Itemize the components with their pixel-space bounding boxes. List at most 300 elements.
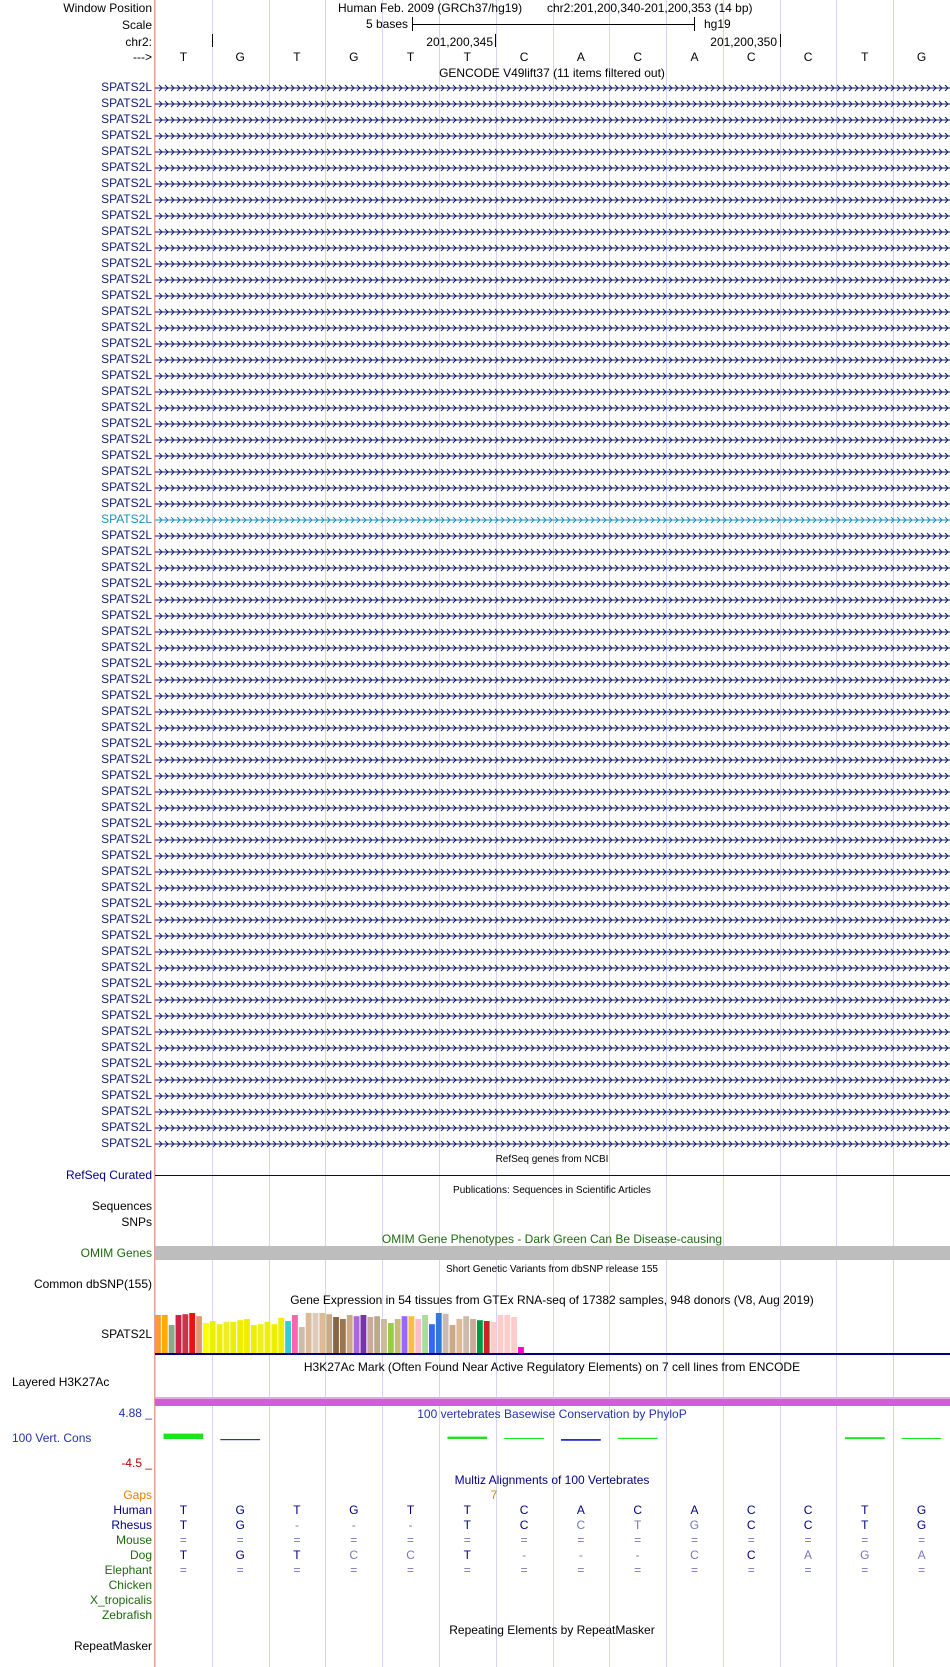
- gencode-gene-label[interactable]: SPATS2L: [101, 320, 152, 334]
- omim-track-title: OMIM Gene Phenotypes - Dark Green Can Be Disease-causing: [381, 1232, 723, 1246]
- ruler-tick-label-2: 201,200,350: [710, 35, 777, 49]
- gencode-transcript[interactable]: [155, 325, 950, 331]
- gtex-tissue-bar[interactable]: [196, 1316, 202, 1353]
- gencode-transcript[interactable]: [155, 85, 950, 91]
- gencode-transcript[interactable]: [155, 437, 950, 443]
- phylop-score-mark[interactable]: [504, 1438, 544, 1439]
- gencode-transcript[interactable]: [155, 309, 950, 315]
- gencode-transcript[interactable]: [155, 245, 950, 251]
- multiz-base: =: [747, 1563, 755, 1577]
- multiz-base: =: [747, 1533, 755, 1547]
- multiz-base: =: [236, 1533, 244, 1547]
- gtex-tissue-bar[interactable]: [251, 1325, 257, 1353]
- h3k27ac-signal-band[interactable]: [155, 1397, 950, 1406]
- gtex-tissue-bar[interactable]: [340, 1319, 346, 1353]
- multiz-base: T: [179, 1518, 188, 1532]
- gencode-transcript[interactable]: [155, 661, 950, 667]
- gencode-transcript[interactable]: [155, 149, 950, 155]
- gtex-tissue-bar[interactable]: [176, 1315, 182, 1353]
- gtex-tissue-bar[interactable]: [504, 1315, 510, 1353]
- gencode-gene-label[interactable]: SPATS2L: [101, 544, 152, 558]
- multiz-base: C: [746, 1518, 756, 1532]
- gtex-tissue-bar[interactable]: [326, 1314, 332, 1353]
- gencode-gene-label[interactable]: SPATS2L: [101, 944, 152, 958]
- assembly-name: Human Feb. 2009 (GRCh37/hg19): [338, 1, 523, 15]
- multiz-base: C: [519, 1503, 529, 1517]
- gtex-tissue-bar[interactable]: [230, 1322, 236, 1353]
- gencode-transcript[interactable]: [155, 533, 950, 539]
- gencode-track[interactable]: [155, 80, 950, 1152]
- gencode-gene-label[interactable]: SPATS2L: [101, 848, 152, 862]
- multiz-base: =: [236, 1563, 244, 1577]
- gencode-transcript[interactable]: [155, 597, 950, 603]
- gencode-gene-label[interactable]: SPATS2L: [101, 672, 152, 686]
- scale-bar: [412, 24, 695, 25]
- gencode-gene-label[interactable]: SPATS2L: [101, 224, 152, 238]
- dbsnp-track-title: Short Genetic Variants from dbSNP release 155: [446, 1264, 658, 1275]
- multiz-base: G: [860, 1548, 870, 1562]
- base-letter: A: [690, 50, 699, 64]
- gtex-tissue-bar[interactable]: [518, 1347, 524, 1353]
- gencode-transcript[interactable]: [155, 789, 950, 795]
- multiz-base: A: [917, 1548, 926, 1562]
- multiz-base: G: [235, 1548, 245, 1562]
- multiz-base: T: [293, 1503, 301, 1517]
- gtex-tissue-bar[interactable]: [402, 1316, 408, 1353]
- window-position-label: Window Position: [63, 1, 152, 15]
- gencode-gene-label[interactable]: SPATS2L: [101, 800, 152, 814]
- gencode-transcript[interactable]: [155, 613, 950, 619]
- gencode-transcript[interactable]: [155, 293, 950, 299]
- gencode-gene-label[interactable]: SPATS2L: [101, 304, 152, 318]
- ruler-tick-1: [495, 34, 496, 47]
- multiz-base: -: [351, 1518, 356, 1532]
- gencode-transcript[interactable]: [155, 1141, 950, 1147]
- ruler-tick-label-1: 201,200,345: [426, 35, 493, 49]
- gencode-gene-label[interactable]: SPATS2L: [101, 432, 152, 446]
- multiz-base: =: [634, 1563, 642, 1577]
- gtex-tissue-bar[interactable]: [429, 1324, 435, 1353]
- gencode-gene-label[interactable]: SPATS2L: [101, 192, 152, 206]
- phylop-score-mark[interactable]: [220, 1439, 260, 1440]
- phylop-score-mark[interactable]: [845, 1437, 885, 1439]
- omim-gene-bar[interactable]: [155, 1246, 950, 1260]
- multiz-base: -: [635, 1548, 640, 1562]
- gtex-track-label[interactable]: SPATS2L: [101, 1327, 152, 1341]
- gencode-gene-label[interactable]: SPATS2L: [101, 400, 152, 414]
- gencode-gene-label[interactable]: SPATS2L: [101, 112, 152, 126]
- gencode-gene-label[interactable]: SPATS2L: [101, 448, 152, 462]
- multiz-base: T: [406, 1503, 415, 1517]
- gtex-tissue-bar[interactable]: [292, 1315, 298, 1353]
- gtex-tissue-bar[interactable]: [224, 1322, 230, 1353]
- gencode-transcript[interactable]: [155, 1109, 950, 1115]
- gencode-gene-label[interactable]: SPATS2L: [101, 384, 152, 398]
- h3k27ac-track-label[interactable]: Layered H3K27Ac: [12, 1375, 110, 1389]
- multiz-species-label[interactable]: Chicken: [108, 1578, 152, 1592]
- gtex-tissue-bar[interactable]: [313, 1313, 319, 1353]
- gencode-transcript[interactable]: [155, 757, 950, 763]
- gencode-transcript[interactable]: [155, 725, 950, 731]
- scale-bar-right-tick: [694, 17, 695, 31]
- gencode-transcript[interactable]: [155, 837, 950, 843]
- gencode-transcript[interactable]: [155, 869, 950, 875]
- phylop-score-mark[interactable]: [164, 1434, 204, 1439]
- gencode-gene-label[interactable]: SPATS2L: [101, 272, 152, 286]
- gencode-gene-label[interactable]: SPATS2L: [101, 768, 152, 782]
- gtex-tissue-bar[interactable]: [306, 1313, 312, 1353]
- gencode-gene-label[interactable]: SPATS2L: [101, 1104, 152, 1118]
- gencode-gene-label[interactable]: SPATS2L: [101, 208, 152, 222]
- multiz-base: -: [578, 1548, 583, 1562]
- gtex-tissue-bar[interactable]: [182, 1314, 188, 1353]
- gtex-tissue-bar[interactable]: [395, 1319, 401, 1353]
- gtex-tissue-bar[interactable]: [456, 1319, 462, 1353]
- gtex-tissue-bar[interactable]: [299, 1327, 305, 1353]
- gencode-gene-label[interactable]: SPATS2L: [101, 832, 152, 846]
- refseq-gene-line[interactable]: [155, 1175, 950, 1176]
- gencode-transcript[interactable]: [155, 213, 950, 219]
- phylop-score-mark[interactable]: [561, 1439, 601, 1441]
- gencode-transcript[interactable]: [155, 805, 950, 811]
- gencode-transcript[interactable]: [155, 373, 950, 379]
- gencode-gene-label[interactable]: SPATS2L: [101, 1024, 152, 1038]
- gencode-transcript[interactable]: [155, 389, 950, 395]
- gencode-track-title: GENCODE V49lift37 (11 items filtered out): [439, 66, 665, 80]
- gencode-gene-label[interactable]: SPATS2L: [101, 880, 152, 894]
- gencode-gene-label[interactable]: SPATS2L: [101, 368, 152, 382]
- multiz-base: -: [522, 1548, 527, 1562]
- multiz-base: =: [577, 1563, 585, 1577]
- gencode-gene-label[interactable]: SPATS2L: [101, 592, 152, 606]
- multiz-base: T: [179, 1548, 188, 1562]
- gencode-gene-label[interactable]: SPATS2L: [101, 640, 152, 654]
- base-letter: G: [916, 50, 927, 64]
- gencode-transcript[interactable]: [155, 549, 950, 555]
- base-letter: G: [349, 50, 359, 64]
- gtex-tissue-bar[interactable]: [347, 1315, 353, 1353]
- multiz-base: G: [349, 1503, 359, 1517]
- gencode-transcript[interactable]: [155, 965, 950, 971]
- gtex-track-title: Gene Expression in 54 tissues from GTEx RNA-seq of 17382 samples, 948 donors (V8, Aug 2019): [290, 1293, 814, 1307]
- multiz-base: T: [861, 1518, 869, 1532]
- multiz-base: =: [690, 1533, 698, 1547]
- gencode-gene-label[interactable]: SPATS2L: [101, 128, 152, 142]
- gencode-transcript[interactable]: [155, 773, 950, 779]
- gencode-transcript[interactable]: [155, 565, 950, 571]
- gencode-gene-label[interactable]: SPATS2L: [101, 992, 152, 1006]
- phylop-max-label: 4.88 _: [118, 1406, 152, 1420]
- gencode-transcript[interactable]: [155, 101, 950, 107]
- phylop-score-mark[interactable]: [902, 1438, 942, 1439]
- gencode-gene-label[interactable]: SPATS2L: [101, 576, 152, 590]
- base-letter: A: [576, 50, 585, 64]
- gtex-tissue-bar[interactable]: [388, 1323, 394, 1353]
- gencode-gene-label[interactable]: SPATS2L: [101, 736, 152, 750]
- gtex-tissue-bar[interactable]: [189, 1313, 195, 1353]
- multiz-base: =: [690, 1563, 698, 1577]
- gencode-transcript[interactable]: [155, 485, 950, 491]
- gtex-tissue-bar[interactable]: [319, 1313, 325, 1353]
- gtex-tissue-bar[interactable]: [278, 1318, 284, 1353]
- multiz-track-title: Multiz Alignments of 100 Vertebrates: [454, 1473, 650, 1487]
- gencode-transcript[interactable]: [155, 1061, 950, 1067]
- gencode-gene-label[interactable]: SPATS2L: [101, 960, 152, 974]
- publications-track-title: Publications: Sequences in Scientific Articles: [453, 1185, 651, 1196]
- gtex-tissue-bar[interactable]: [169, 1325, 175, 1353]
- gencode-gene-label[interactable]: SPATS2L: [101, 624, 152, 638]
- multiz-base: A: [576, 1503, 585, 1517]
- gtex-tissue-bar[interactable]: [285, 1321, 291, 1353]
- gencode-gene-label[interactable]: SPATS2L: [101, 1136, 152, 1150]
- gencode-transcript[interactable]: [155, 997, 950, 1003]
- gencode-gene-label[interactable]: SPATS2L: [101, 256, 152, 270]
- gencode-transcript[interactable]: [155, 469, 950, 475]
- scale-label: Scale: [121, 18, 152, 32]
- gtex-tissue-bar[interactable]: [511, 1317, 517, 1353]
- gencode-transcript[interactable]: [155, 261, 950, 267]
- gtex-tissue-bar[interactable]: [443, 1314, 449, 1353]
- multiz-base: =: [804, 1533, 812, 1547]
- gencode-transcript[interactable]: [155, 677, 950, 683]
- multiz-base: C: [690, 1548, 699, 1562]
- gtex-tissue-bar[interactable]: [203, 1323, 209, 1353]
- multiz-species-label[interactable]: Elephant: [104, 1563, 152, 1577]
- gencode-gene-label[interactable]: SPATS2L: [101, 288, 152, 302]
- multiz-base: =: [293, 1563, 301, 1577]
- gencode-transcript[interactable]: [155, 1013, 950, 1019]
- multiz-base: G: [235, 1518, 245, 1532]
- gencode-gene-label[interactable]: SPATS2L: [101, 784, 152, 798]
- base-letter: T: [406, 50, 415, 64]
- gtex-tissue-bar[interactable]: [237, 1320, 243, 1353]
- gencode-gene-label[interactable]: SPATS2L: [101, 352, 152, 366]
- gencode-transcript[interactable]: [155, 229, 950, 235]
- ruler-tick-left: [212, 34, 213, 47]
- gencode-gene-label[interactable]: SPATS2L: [101, 80, 152, 94]
- gencode-gene-label[interactable]: SPATS2L: [101, 704, 152, 718]
- gencode-gene-label[interactable]: SPATS2L: [101, 96, 152, 110]
- gencode-gene-label[interactable]: SPATS2L: [101, 1056, 152, 1070]
- gtex-tissue-bar[interactable]: [422, 1315, 428, 1353]
- gencode-transcript[interactable]: [155, 341, 950, 347]
- gencode-gene-label[interactable]: SPATS2L: [101, 176, 152, 190]
- gtex-tissue-bar[interactable]: [271, 1324, 277, 1353]
- strand-label: --->: [133, 50, 152, 64]
- gencode-gene-label[interactable]: SPATS2L: [101, 928, 152, 942]
- gtex-tissue-bar[interactable]: [415, 1319, 421, 1353]
- gencode-gene-label[interactable]: SPATS2L: [101, 560, 152, 574]
- phylop-conservation-plot[interactable]: [155, 1421, 950, 1471]
- gencode-transcript[interactable]: [155, 645, 950, 651]
- gencode-gene-label[interactable]: SPATS2L: [101, 464, 152, 478]
- gencode-transcript[interactable]: [155, 1045, 950, 1051]
- multiz-species-label[interactable]: Zebrafish: [101, 1608, 152, 1622]
- gencode-gene-label[interactable]: SPATS2L: [101, 720, 152, 734]
- multiz-base: =: [407, 1533, 415, 1547]
- gencode-gene-label[interactable]: SPATS2L: [101, 976, 152, 990]
- gencode-gene-label[interactable]: SPATS2L: [101, 1072, 152, 1086]
- gencode-transcript[interactable]: [155, 117, 950, 123]
- multiz-species-label[interactable]: Human: [113, 1503, 152, 1517]
- gencode-transcript[interactable]: [155, 885, 950, 891]
- multiz-base: G: [916, 1503, 927, 1517]
- gencode-gene-label[interactable]: SPATS2L: [101, 480, 152, 494]
- gtex-tissue-bar[interactable]: [408, 1316, 414, 1353]
- gencode-transcript[interactable]: [155, 181, 950, 187]
- gencode-transcript[interactable]: [155, 405, 950, 411]
- gencode-gene-label[interactable]: SPATS2L: [101, 816, 152, 830]
- dbsnp-track-label[interactable]: Common dbSNP(155): [33, 1277, 152, 1291]
- gtex-tissue-bar[interactable]: [333, 1317, 339, 1353]
- multiz-base: T: [179, 1503, 188, 1517]
- gencode-transcript[interactable]: [155, 517, 950, 523]
- multiz-base: A: [690, 1503, 699, 1517]
- publications-label-sequences[interactable]: Sequences: [91, 1199, 152, 1213]
- gtex-tissue-bar[interactable]: [265, 1322, 271, 1353]
- gencode-gene-label[interactable]: SPATS2L: [101, 1120, 152, 1134]
- gencode-gene-label[interactable]: SPATS2L: [101, 144, 152, 158]
- gencode-transcript[interactable]: [155, 165, 950, 171]
- gencode-transcript[interactable]: [155, 693, 950, 699]
- gencode-transcript[interactable]: [155, 1029, 950, 1035]
- gencode-transcript[interactable]: [155, 709, 950, 715]
- gtex-tissue-bar[interactable]: [258, 1324, 264, 1353]
- omim-track-label[interactable]: OMIM Genes: [80, 1246, 152, 1260]
- gtex-tissue-bar[interactable]: [436, 1313, 442, 1353]
- gencode-transcript[interactable]: [155, 453, 950, 459]
- multiz-base: G: [235, 1503, 245, 1517]
- multiz-base: =: [520, 1563, 528, 1577]
- gencode-transcript[interactable]: [155, 1125, 950, 1131]
- publications-label-snps[interactable]: SNPs: [121, 1215, 152, 1229]
- gtex-tissue-bar[interactable]: [361, 1315, 367, 1353]
- multiz-base: =: [463, 1563, 471, 1577]
- phylop-score-mark[interactable]: [618, 1438, 658, 1439]
- gtex-tissue-bar[interactable]: [217, 1324, 223, 1353]
- multiz-base: T: [634, 1518, 642, 1532]
- chrom-label: chr2:: [125, 35, 152, 49]
- gencode-transcript[interactable]: [155, 421, 950, 427]
- gencode-gene-label[interactable]: SPATS2L: [101, 512, 152, 526]
- gtex-tissue-bar[interactable]: [162, 1315, 168, 1353]
- gencode-transcript[interactable]: [155, 901, 950, 907]
- gencode-transcript[interactable]: [155, 949, 950, 955]
- gencode-transcript[interactable]: [155, 741, 950, 747]
- gencode-transcript[interactable]: [155, 501, 950, 507]
- gencode-transcript[interactable]: [155, 933, 950, 939]
- gencode-gene-label[interactable]: SPATS2L: [101, 496, 152, 510]
- multiz-species-label[interactable]: Dog: [129, 1548, 152, 1562]
- base-letter: C: [519, 50, 529, 64]
- gencode-gene-label[interactable]: SPATS2L: [101, 528, 152, 542]
- multiz-base: C: [803, 1503, 813, 1517]
- multiz-base: =: [861, 1533, 869, 1547]
- multiz-species-label[interactable]: Rhesus: [111, 1518, 152, 1532]
- gtex-tissue-bar[interactable]: [498, 1315, 504, 1353]
- base-letter: T: [463, 50, 471, 64]
- multiz-base: =: [463, 1533, 471, 1547]
- gtex-tissue-bar[interactable]: [367, 1317, 373, 1353]
- gtex-tissue-bar[interactable]: [354, 1316, 360, 1353]
- repeatmasker-track-label[interactable]: RepeatMasker: [73, 1639, 152, 1653]
- gtex-tissue-bar[interactable]: [374, 1316, 380, 1353]
- gencode-transcript[interactable]: [155, 981, 950, 987]
- gencode-transcript[interactable]: [155, 629, 950, 635]
- multiz-base: T: [463, 1548, 471, 1562]
- multiz-gaps-label: Gaps: [123, 1488, 152, 1502]
- multiz-base: T: [463, 1503, 471, 1517]
- gencode-transcript[interactable]: [155, 581, 950, 587]
- gencode-gene-label[interactable]: SPATS2L: [101, 912, 152, 926]
- gtex-tissue-bar[interactable]: [491, 1322, 497, 1353]
- multiz-base: T: [463, 1518, 471, 1532]
- multiz-base: G: [689, 1518, 700, 1532]
- gencode-gene-label[interactable]: SPATS2L: [101, 608, 152, 622]
- gencode-gene-label[interactable]: SPATS2L: [101, 896, 152, 910]
- gencode-gene-label[interactable]: SPATS2L: [101, 336, 152, 350]
- gtex-tissue-bar[interactable]: [155, 1315, 161, 1353]
- gencode-transcript[interactable]: [155, 133, 950, 139]
- multiz-base: =: [577, 1533, 585, 1547]
- gtex-tissue-bar[interactable]: [244, 1319, 250, 1353]
- multiz-base: =: [350, 1533, 358, 1547]
- phylop-track-title: 100 vertebrates Basewise Conservation by PhyloP: [417, 1407, 687, 1421]
- multiz-species-label[interactable]: Mouse: [115, 1533, 152, 1547]
- gencode-gene-label[interactable]: SPATS2L: [101, 1040, 152, 1054]
- multiz-base: -: [294, 1518, 299, 1532]
- gtex-tissue-bar[interactable]: [381, 1319, 387, 1353]
- multiz-base: C: [803, 1518, 813, 1532]
- phylop-score-mark[interactable]: [447, 1437, 487, 1439]
- multiz-base: =: [918, 1533, 926, 1547]
- multiz-base: -: [408, 1518, 413, 1532]
- gencode-transcript[interactable]: [155, 853, 950, 859]
- base-letter: C: [746, 50, 756, 64]
- gtex-tissue-bar[interactable]: [450, 1325, 456, 1353]
- gencode-transcript[interactable]: [155, 1077, 950, 1083]
- gencode-transcript[interactable]: [155, 917, 950, 923]
- multiz-base: C: [746, 1548, 756, 1562]
- gencode-gene-label[interactable]: SPATS2L: [101, 1008, 152, 1022]
- gtex-tissue-bar[interactable]: [484, 1321, 490, 1353]
- gencode-gene-label[interactable]: SPATS2L: [101, 416, 152, 430]
- gencode-transcript[interactable]: [155, 821, 950, 827]
- gencode-transcript[interactable]: [155, 357, 950, 363]
- gencode-gene-label[interactable]: SPATS2L: [101, 864, 152, 878]
- gencode-gene-label[interactable]: SPATS2L: [101, 752, 152, 766]
- gtex-expression-chart[interactable]: [155, 1308, 950, 1355]
- gencode-gene-label[interactable]: SPATS2L: [101, 1088, 152, 1102]
- multiz-base: C: [519, 1518, 529, 1532]
- gencode-gene-label[interactable]: SPATS2L: [101, 688, 152, 702]
- gtex-tissue-bar[interactable]: [477, 1320, 483, 1353]
- gtex-tissue-bar[interactable]: [210, 1321, 216, 1353]
- gtex-tissue-bar[interactable]: [470, 1319, 476, 1353]
- phylop-track-label[interactable]: 100 Vert. Cons: [12, 1431, 92, 1445]
- gencode-gene-label[interactable]: SPATS2L: [101, 656, 152, 670]
- gencode-gene-label[interactable]: SPATS2L: [101, 160, 152, 174]
- scale-assembly: hg19: [704, 17, 731, 31]
- refseq-track-label[interactable]: RefSeq Curated: [65, 1168, 152, 1182]
- multiz-base: =: [918, 1563, 926, 1577]
- gencode-gene-label[interactable]: SPATS2L: [101, 240, 152, 254]
- gtex-tissue-bar[interactable]: [463, 1316, 469, 1353]
- gencode-transcript[interactable]: [155, 277, 950, 283]
- gencode-transcript[interactable]: [155, 197, 950, 203]
- gencode-transcript[interactable]: [155, 1093, 950, 1099]
- multiz-species-label[interactable]: X_tropicalis: [89, 1593, 152, 1607]
